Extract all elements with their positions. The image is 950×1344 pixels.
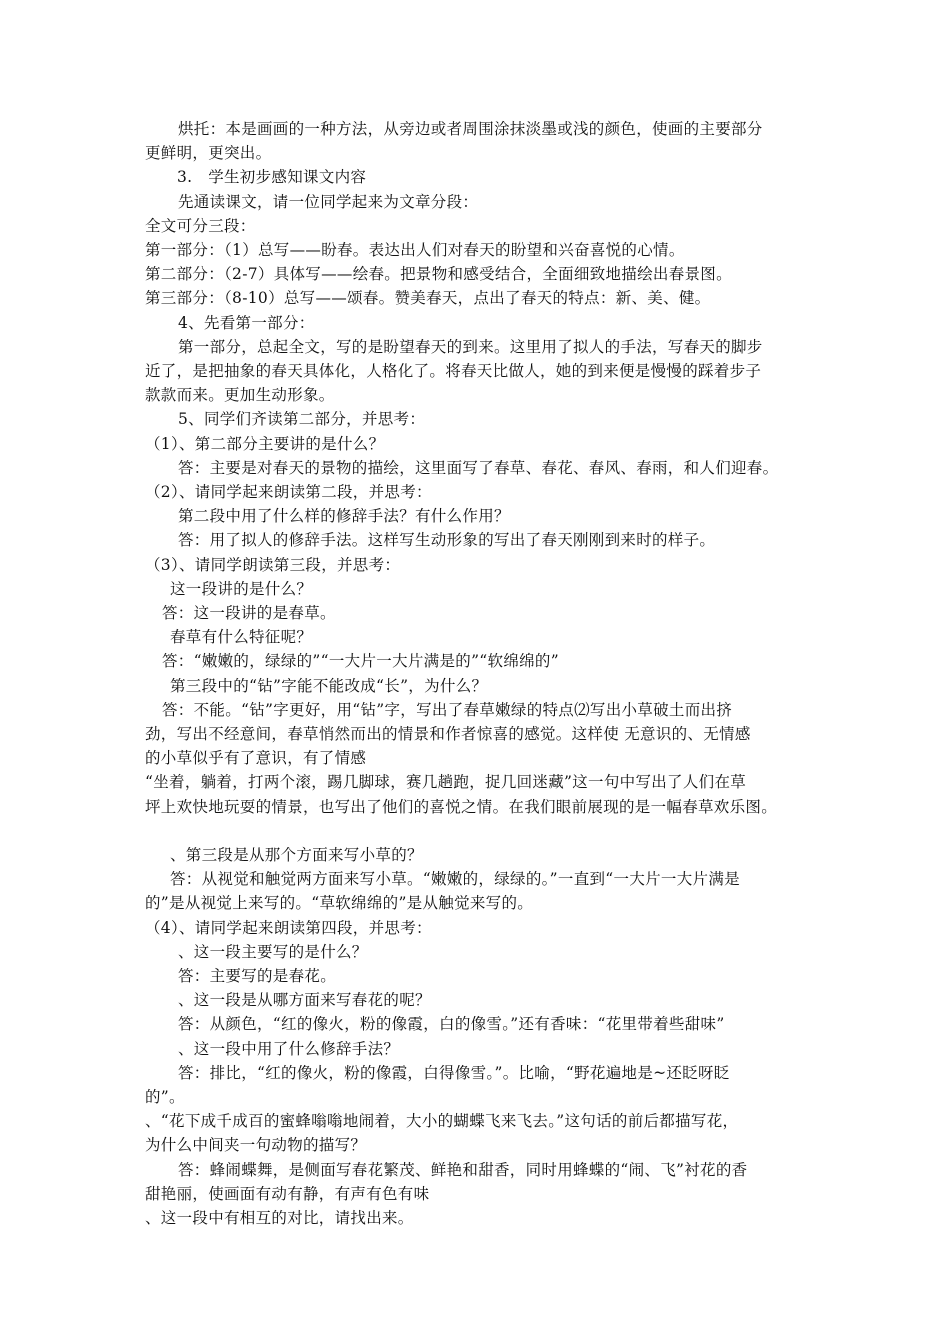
- text-line: 坪上欢快地玩耍的情景，也写出了他们的喜悦之情。在我们眼前展现的是一幅春草欢乐图。: [145, 798, 778, 816]
- text-line: 近了，是把抽象的春天具体化，人格化了。将春天比做人，她的到来便是慢慢的踩着步子: [145, 362, 762, 380]
- text-line: 答：从视觉和触觉两方面来写小草。“嫩嫩的，绿绿的。”一直到“一大片一大片满是: [170, 870, 740, 888]
- text-line: （2）、请同学起来朗读第二段，并思考：: [145, 483, 432, 501]
- text-line: 答：不能。“钻”字更好，用“钻”字，写出了春草嫩绿的特点⑵写出小草破土而出挤: [162, 701, 733, 719]
- text-line: 第二段中用了什么样的修辞手法？有什么作用？: [178, 507, 510, 525]
- text-line: 、第三段是从那个方面来写小草的？: [170, 846, 423, 864]
- text-line: 、这一段主要写的是什么？: [178, 943, 368, 961]
- text-line: 答：“嫩嫩的，绿绿的”“一大片一大片满是的”“软绵绵的”: [162, 652, 559, 670]
- text-line: 5、同学们齐读第二部分，并思考：: [178, 410, 426, 428]
- text-line: 的”是从视觉上来写的。“草软绵绵的”是从触觉来写的。: [145, 894, 534, 912]
- text-line: 、这一段中用了什么修辞手法？: [178, 1040, 400, 1058]
- text-line: 更鲜明，更突出。: [145, 144, 272, 162]
- text-line: 答：这一段讲的是春草。: [162, 604, 336, 622]
- text-line: 款款而来。更加生动形象。: [145, 386, 335, 404]
- text-line: 答：主要是对春天的景物的描绘，这里面写了春草、春花、春风、春雨，和人们迎春。: [178, 459, 779, 477]
- text-line: 的”。: [145, 1088, 185, 1106]
- text-line: 3. 学生初步感知课文内容: [177, 168, 367, 186]
- text-line: 全文可分三段：: [145, 217, 256, 235]
- text-line: 第二部分：（2-7）具体写——绘春。把景物和感受结合，全面细致地描绘出春景图。: [145, 265, 732, 283]
- text-line: 答：从颜色，“红的像火，粉的像霞，白的像雪。”还有香味：“花里带着些甜味”: [178, 1015, 725, 1033]
- text-line: 答：蜂闹蝶舞，是侧面写春花繁茂、鲜艳和甜香，同时用蜂蝶的“闹、飞”衬花的香: [178, 1161, 748, 1179]
- text-line: （4）、请同学起来朗读第四段，并思考：: [145, 919, 432, 937]
- text-line: 劲，写出不经意间，春草悄然而出的情景和作者惊喜的感觉。这样使 无意识的、无情感: [145, 725, 751, 743]
- text-line: 第一部分，总起全文，写的是盼望春天的到来。这里用了拟人的手法，写春天的脚步: [178, 338, 763, 356]
- text-line: 这一段讲的是什么？: [170, 580, 313, 598]
- text-line: 4、先看第一部分：: [178, 314, 315, 332]
- text-line: 答：排比，“红的像火，粉的像霞，白得像雪。”。比喻，“野花遍地是~还眨呀眨: [178, 1064, 730, 1082]
- text-line: 答：主要写的是春花。: [178, 967, 337, 985]
- text-line: 、“花下成千成百的蜜蜂嗡嗡地闹着，大小的蝴蝶飞来飞去。”这句话的前后都描写花，: [145, 1112, 739, 1130]
- text-line: 第一部分：（1）总写——盼春。表达出人们对春天的盼望和兴奋喜悦的心情。: [145, 241, 685, 259]
- text-line: （1）、第二部分主要讲的是什么？: [145, 435, 385, 453]
- text-line: 烘托：本是画画的一种方法，从旁边或者周围涂抹淡墨或浅的颜色，使画的主要部分: [178, 120, 763, 138]
- text-line: 春草有什么特征呢？: [170, 628, 313, 646]
- text-line: 、这一段是从哪方面来写春花的呢？: [178, 991, 431, 1009]
- text-line: 先通读课文，请一位同学起来为文章分段：: [178, 193, 479, 211]
- text-line: 答：用了拟人的修辞手法。这样写生动形象的写出了春天刚刚到来时的样子。: [178, 531, 716, 549]
- text-line: 甜艳丽，使画面有动有静，有声有色有味: [145, 1185, 430, 1203]
- text-line: 的小草似乎有了意识，有了情感: [145, 749, 367, 767]
- text-line: （3）、请同学朗读第三段，并思考：: [145, 556, 401, 574]
- text-line: 第三段中的“钻”字能不能改成“长”，为什么？: [170, 677, 488, 695]
- text-line: “坐着，躺着，打两个滚，踢几脚球，赛几趟跑，捉几回迷藏”这一句中写出了人们在草: [145, 773, 747, 791]
- text-line: 为什么中间夹一句动物的描写？: [145, 1136, 367, 1154]
- text-line: 第三部分：（8-10）总写——颂春。赞美春天，点出了春天的特点：新、美、健。: [145, 289, 711, 307]
- text-line: 、这一段中有相互的对比，请找出来。: [145, 1209, 414, 1227]
